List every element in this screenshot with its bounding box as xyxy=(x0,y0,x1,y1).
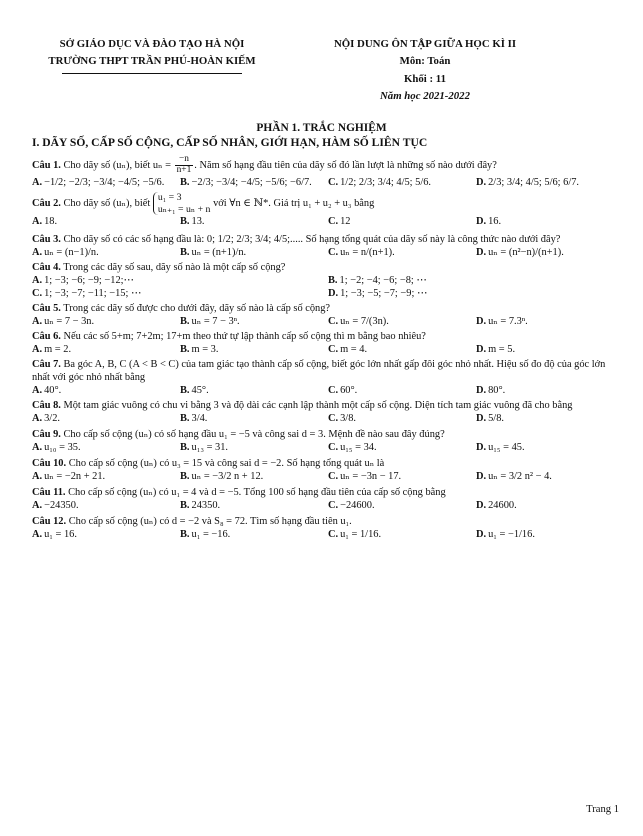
option-row xyxy=(32,176,624,189)
option-letter: C. xyxy=(328,413,339,425)
question-text xyxy=(32,399,624,412)
question-body: Cho cấp số cộng (uₙ) có u₃ = 15 và công sai d = −2. Số hạng tổng quát uₙ là xyxy=(68,458,385,470)
option-text: uₙ = 3/2 n² − 4. xyxy=(488,471,552,483)
answer-option xyxy=(32,384,180,397)
system-line-1: u₁ = 3 xyxy=(157,191,182,203)
answer-option xyxy=(180,384,328,397)
option-text: 16. xyxy=(488,216,502,228)
exam-subject: Môn: Toán xyxy=(399,55,451,68)
question-text xyxy=(32,155,624,176)
question-body: Cho cấp số cộng (uₙ) có d = −2 và S₈ = 72. Tìm số hạng đầu tiên u₁. xyxy=(68,516,352,528)
exam-grade: Khối : 11 xyxy=(404,72,446,85)
option-letter: C. xyxy=(328,471,339,483)
header-underline xyxy=(62,73,242,74)
school-year: Năm học 2021-2022 xyxy=(380,90,470,103)
option-letter: B. xyxy=(180,216,190,228)
answer-option xyxy=(180,499,328,512)
option-letter: D. xyxy=(476,500,487,512)
option-text: m = 3. xyxy=(191,344,219,356)
answer-option xyxy=(32,441,180,454)
option-letter: A. xyxy=(32,471,43,483)
option-letter: D. xyxy=(328,288,339,300)
option-letter: D. xyxy=(476,316,487,328)
answer-option xyxy=(32,470,180,483)
answer-option xyxy=(180,246,328,259)
option-letter: B. xyxy=(328,275,338,287)
option-text: 3/4. xyxy=(191,413,208,425)
option-text: u₁ = −1/16. xyxy=(488,529,535,541)
answer-option xyxy=(180,176,328,189)
option-letter: D. xyxy=(476,216,487,228)
option-letter: C. xyxy=(328,442,339,454)
question-text xyxy=(32,330,624,343)
option-text: uₙ = −3/2 n + 12. xyxy=(191,471,264,483)
question-text xyxy=(32,261,624,274)
part-title: PHẦN 1. TRẮC NGHIỆM xyxy=(256,122,387,134)
option-letter: B. xyxy=(180,344,190,356)
answer-option xyxy=(476,215,624,228)
option-text: u₁₅ = 34. xyxy=(340,442,377,454)
option-text: 3/8. xyxy=(340,413,356,425)
answer-option xyxy=(32,246,180,259)
option-letter: A. xyxy=(32,176,43,188)
answer-option xyxy=(32,287,328,300)
option-row xyxy=(32,343,624,356)
option-row xyxy=(32,315,624,328)
answer-option xyxy=(328,287,624,300)
question-text xyxy=(32,302,624,315)
answer-option xyxy=(180,470,328,483)
answer-option xyxy=(180,343,328,356)
option-text: 12 xyxy=(340,216,351,228)
answer-option xyxy=(476,441,624,454)
option-letter: C. xyxy=(328,529,339,541)
question-item xyxy=(32,358,624,397)
option-letter: A. xyxy=(32,216,43,228)
option-row xyxy=(32,470,624,483)
question-text xyxy=(32,358,624,384)
question-number: Câu 4. xyxy=(32,262,61,274)
option-row xyxy=(32,384,624,397)
option-text: m = 5. xyxy=(488,344,516,356)
option-text: uₙ = (n+1)/n. xyxy=(191,247,247,259)
question-body: Nếu các số 5+m; 7+2m; 17+m theo thứ tự lập thành cấp số cộng thì m bằng bao nhiêu? xyxy=(63,331,426,343)
answer-option xyxy=(328,274,624,287)
question-item xyxy=(32,515,624,541)
answer-option xyxy=(328,412,476,425)
answer-option xyxy=(476,470,624,483)
option-text: 40°. xyxy=(44,385,62,397)
option-letter: A. xyxy=(32,316,43,328)
option-row xyxy=(32,528,624,541)
option-letter: A. xyxy=(32,500,43,512)
question-body: Trong các dãy số được cho dưới đây, dãy số nào là cấp số cộng? xyxy=(63,303,331,315)
answer-option xyxy=(32,412,180,425)
exam-title: NỘI DUNG ÔN TẬP GIỮA HỌC KÌ II xyxy=(333,38,517,50)
header-exam-info xyxy=(300,38,550,108)
option-letter: C. xyxy=(328,500,339,512)
option-letter: A. xyxy=(32,385,43,397)
option-text: u₁₃ = 31. xyxy=(191,442,229,454)
option-text: 2/3; 3/4; 4/5; 5/6; 6/7. xyxy=(488,176,580,188)
answer-option xyxy=(32,499,180,512)
question-number: Câu 12. xyxy=(32,516,67,528)
option-letter: B. xyxy=(180,529,190,541)
option-letter: D. xyxy=(476,247,487,259)
question-text xyxy=(32,428,624,441)
answer-option xyxy=(476,384,624,397)
option-text: uₙ = (n²−n)/(n+1). xyxy=(488,247,564,259)
answer-option xyxy=(32,315,180,328)
option-text: 3/2. xyxy=(44,413,60,425)
question-number: Câu 1. xyxy=(32,159,61,171)
question-body: Trong các dãy số sau, dãy số nào là một cấp số cộng? xyxy=(63,262,286,274)
answer-option xyxy=(476,499,624,512)
question-text xyxy=(32,486,624,499)
option-text: u₁ = 1/16. xyxy=(340,529,382,541)
question-item xyxy=(32,457,624,483)
option-letter: D. xyxy=(476,413,487,425)
option-text: uₙ = −2n + 21. xyxy=(44,471,106,483)
question-item xyxy=(32,330,624,356)
answer-option xyxy=(180,215,328,228)
option-text: 80°. xyxy=(488,385,506,397)
option-letter: B. xyxy=(180,413,190,425)
fraction xyxy=(175,155,194,176)
option-text: 1/2; 2/3; 3/4; 4/5; 5/6. xyxy=(340,176,432,188)
option-letter: D. xyxy=(476,471,487,483)
option-text: m = 4. xyxy=(340,344,368,356)
question-item xyxy=(32,486,624,512)
answer-option xyxy=(328,246,476,259)
question-text xyxy=(32,192,624,216)
answer-option xyxy=(328,441,476,454)
answer-option xyxy=(328,528,476,541)
question-body: Một tam giác vuông có chu vi bằng 3 và độ dài các cạnh lập thành một cấp số cộng. Diện tích tam giác vuông đã cho bằng xyxy=(63,400,573,412)
question-item xyxy=(32,302,624,328)
answer-option xyxy=(476,343,624,356)
question-item xyxy=(32,261,624,300)
option-letter: A. xyxy=(32,529,43,541)
option-text: 45°. xyxy=(191,385,209,397)
answer-option xyxy=(328,176,476,189)
question-text xyxy=(32,457,624,470)
answer-option xyxy=(32,215,180,228)
question-body: Cho dãy số (uₙ), biết xyxy=(63,197,151,209)
option-letter: D. xyxy=(476,385,487,397)
option-letter: B. xyxy=(180,316,190,328)
question-item xyxy=(32,233,624,259)
option-letter: C. xyxy=(328,344,339,356)
option-letter: C. xyxy=(328,176,339,188)
answer-option xyxy=(32,274,328,287)
option-text: 24600. xyxy=(488,500,517,512)
option-letter: B. xyxy=(180,442,190,454)
option-letter: B. xyxy=(180,247,190,259)
option-letter: D. xyxy=(476,344,487,356)
question-list xyxy=(32,155,624,541)
question-body: Cho dãy số (uₙ), biết uₙ = xyxy=(63,159,171,171)
option-letter: D. xyxy=(476,442,487,454)
option-text: −1/2; −2/3; −3/4; −4/5; −5/6. xyxy=(44,176,165,188)
option-text: 60°. xyxy=(340,385,358,397)
answer-option xyxy=(476,176,624,189)
answer-option xyxy=(476,528,624,541)
option-text: 1; −3; −5; −7; −9; ⋯ xyxy=(340,288,428,300)
option-text: 1; −3; −7; −11; −15; ⋯ xyxy=(44,288,142,300)
option-letter: D. xyxy=(476,529,487,541)
answer-option xyxy=(180,441,328,454)
option-row xyxy=(32,274,624,287)
answer-option xyxy=(328,343,476,356)
question-body-end: với ∀n ∈ ℕ*. Giá trị u₁ + u₂ + u₃ bằng xyxy=(213,197,375,209)
option-row xyxy=(32,215,624,228)
question-number: Câu 9. xyxy=(32,429,61,441)
option-text: −24600. xyxy=(340,500,375,512)
fraction-numerator: −n xyxy=(175,155,194,166)
question-item xyxy=(32,428,624,454)
page-number: Trang 1 xyxy=(586,804,619,815)
option-letter: C. xyxy=(32,288,43,300)
question-number: Câu 10. xyxy=(32,458,67,470)
answer-option xyxy=(32,528,180,541)
answer-option xyxy=(180,528,328,541)
answer-option xyxy=(328,499,476,512)
answer-option xyxy=(328,215,476,228)
fraction-denominator: n+1 xyxy=(176,164,192,175)
option-text: u₁ = −16. xyxy=(191,529,231,541)
question-number: Câu 2. xyxy=(32,197,61,209)
option-text: u₁ = 16. xyxy=(44,529,77,541)
option-row xyxy=(32,412,624,425)
header-organization xyxy=(32,38,272,74)
question-text xyxy=(32,233,624,246)
option-row xyxy=(32,287,624,300)
option-text: u₁₅ = 45. xyxy=(488,442,525,454)
option-text: 24350. xyxy=(191,500,221,512)
option-letter: A. xyxy=(32,275,43,287)
option-letter: A. xyxy=(32,442,43,454)
option-letter: B. xyxy=(180,471,190,483)
option-text: −2/3; −3/4; −4/5; −5/6; −6/7. xyxy=(191,176,312,188)
question-number: Câu 8. xyxy=(32,400,61,412)
option-letter: B. xyxy=(180,500,190,512)
option-text: −24350. xyxy=(44,500,79,512)
option-text: 1; −2; −4; −6; −8; ⋯ xyxy=(339,275,427,287)
question-body: Cho dãy số có các số hạng đầu là: 0; 1/2; 2/3; 3/4; 4/5;..... Số hạng tổng quát của dãy số này là công thức nào dưới đây? xyxy=(63,234,561,246)
answer-option xyxy=(476,315,624,328)
option-letter: B. xyxy=(180,385,190,397)
question-item xyxy=(32,399,624,425)
option-text: uₙ = 7 − 3n. xyxy=(44,316,95,328)
option-letter: D. xyxy=(476,176,487,188)
option-text: 5/8. xyxy=(488,413,504,425)
option-text: 1; −3; −6; −9; −12;⋯ xyxy=(44,275,134,287)
option-text: uₙ = −3n − 17. xyxy=(340,471,402,483)
option-letter: A. xyxy=(32,413,43,425)
answer-option xyxy=(32,176,180,189)
option-text: 13. xyxy=(191,216,205,228)
option-text: uₙ = (n−1)/n. xyxy=(44,247,99,259)
option-letter: C. xyxy=(328,385,339,397)
school-name: TRƯỜNG THPT TRẦN PHÚ-HOÀN KIẾM xyxy=(48,55,256,68)
question-text xyxy=(32,515,624,528)
option-letter: A. xyxy=(32,344,43,356)
option-letter: A. xyxy=(32,247,43,259)
option-text: uₙ = 7.3ⁿ. xyxy=(488,316,528,328)
option-row xyxy=(32,441,624,454)
option-letter: C. xyxy=(328,247,339,259)
answer-option xyxy=(180,412,328,425)
option-letter: C. xyxy=(328,216,339,228)
question-item xyxy=(32,192,624,229)
system-line-2: uₙ₊₁ = uₙ + n xyxy=(157,203,211,215)
answer-option xyxy=(328,470,476,483)
option-row xyxy=(32,246,624,259)
option-letter: C. xyxy=(328,316,339,328)
option-text: m = 2. xyxy=(44,344,72,356)
question-body-end: . Năm số hạng đầu tiên của dãy số đó lần lượt là những số nào dưới đây? xyxy=(194,159,497,171)
question-body: Ba góc A, B, C (A < B < C) của tam giác tạo thành cấp số cộng, biết góc lớn nhất gấp đôi góc nhỏ nhất. Hiệu số đo độ của góc lớn nhất với góc nhỏ nhất bằng xyxy=(32,359,606,384)
question-body: Cho cấp số cộng (uₙ) có số hạng đầu u₁ = −5 và công sai d = 3. Mệnh đề nào sau đây đúng? xyxy=(63,429,445,441)
answer-option xyxy=(476,246,624,259)
answer-option xyxy=(476,412,624,425)
option-row xyxy=(32,499,624,512)
answer-option xyxy=(328,315,476,328)
option-text: uₙ = n/(n+1). xyxy=(340,247,395,259)
department-name: SỞ GIÁO DỤC VÀ ĐÀO TẠO HÀ NỘI xyxy=(59,38,245,50)
section-title: I. DÃY SỐ, CẤP SỐ CỘNG, CẤP SỐ NHÂN, GIỚI HẠN, HÀM SỐ LIÊN TỤC xyxy=(32,136,428,149)
question-number: Câu 11. xyxy=(32,487,66,499)
answer-option xyxy=(32,343,180,356)
answer-option xyxy=(180,315,328,328)
question-number: Câu 7. xyxy=(32,359,61,371)
equation-system xyxy=(153,192,211,216)
option-text: u₁₀ = 35. xyxy=(44,442,81,454)
question-number: Câu 3. xyxy=(32,234,61,246)
option-letter: B. xyxy=(180,176,190,188)
option-text: 18. xyxy=(44,216,58,228)
question-item xyxy=(32,155,624,189)
question-number: Câu 6. xyxy=(32,331,61,343)
question-body: Cho cấp số cộng (uₙ) có u₁ = 4 và d = −5. Tổng 100 số hạng đầu tiên của cấp số cộng bằng xyxy=(68,487,446,499)
option-text: uₙ = 7 − 3ⁿ. xyxy=(191,316,240,328)
question-number: Câu 5. xyxy=(32,303,61,315)
option-text: uₙ = 7/(3n). xyxy=(340,316,389,328)
answer-option xyxy=(328,384,476,397)
